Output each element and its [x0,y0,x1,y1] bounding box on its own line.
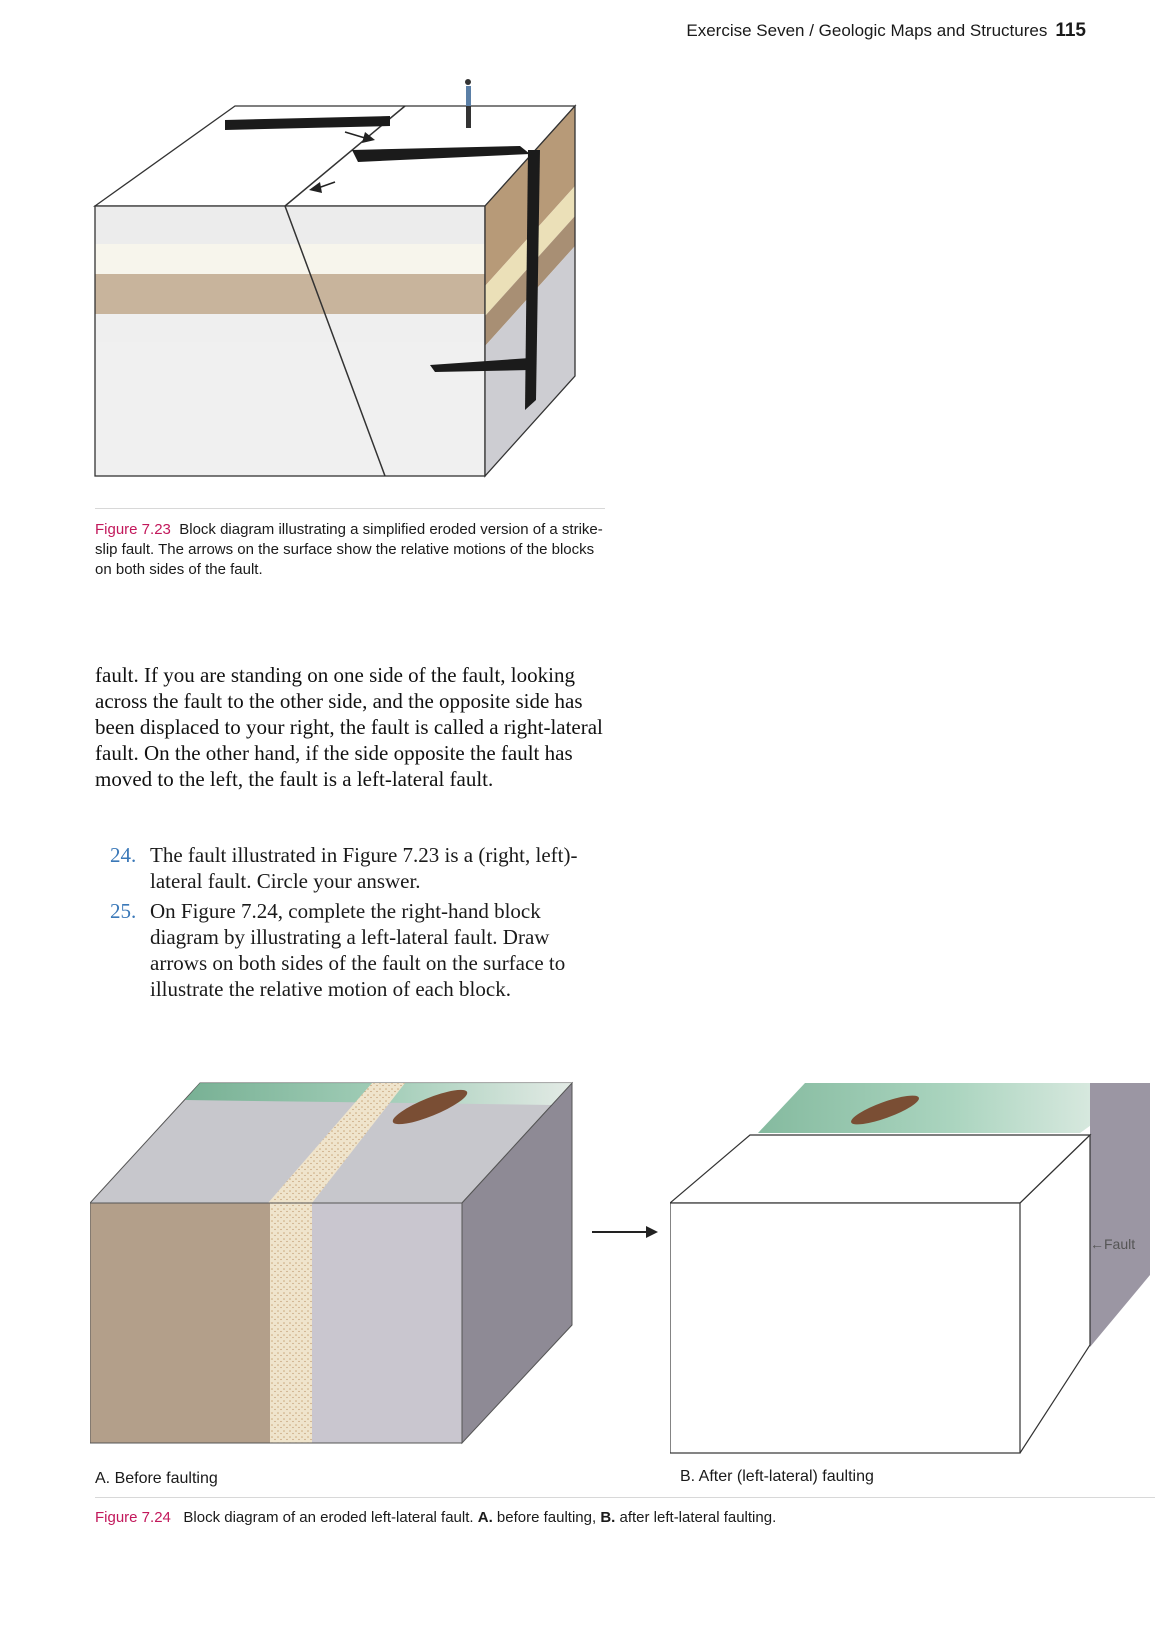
question-24-text: The fault illustrated in Figure 7.23 is a (right, left)-lateral fault. Circle your answer. [150,843,578,893]
figure-7-24-panel-b [670,1075,1150,1465]
panel-a-label: A. Before faulting [95,1470,218,1487]
block-b-top [670,1135,1090,1203]
question-25-number: 25. [110,899,137,923]
question-25-text: On Figure 7.24, complete the right-hand block diagram by illustrating a left-lateral fault. Draw arrows on both sides of the fault on the surface to illustrate the relative motion of each block. [150,899,566,1001]
block-b-front [670,1203,1020,1453]
figure-7-24-b-text: after left-lateral faulting. [619,1509,777,1526]
body-paragraph: fault. If you are standing on one side of the fault, looking across the fault to the other side, and the opposite side has been displaced to your right, the fault is called a right-lateral fault. On the other hand, if the side opposite the fault has moved to the left, the fault is a left-lateral fault. [95,663,603,791]
question-25 [110,898,600,1002]
figure-7-23-number: Figure 7.23 [95,521,171,538]
running-title: Exercise Seven / Geologic Maps and Structures [686,21,1048,40]
figure-7-23-diagram [90,70,610,510]
fault-label-text: Fault [1104,1236,1136,1252]
figure-7-24-b-letter: B. [600,1509,616,1526]
transition-arrow-icon [590,1222,660,1242]
figure-7-24-caption [95,1508,1155,1528]
figure-7-24-number: Figure 7.24 [95,1509,171,1526]
figure-7-24-panel-a [90,1075,590,1465]
page-number: 115 [1055,20,1086,41]
figure-7-23-caption-text: Block diagram illustrating a simplified eroded version of a strike-slip fault. The arrows on the surface show the relative motions of the blocks on both sides of the fault. [95,521,603,578]
figure-7-24-caption-prefix: Block diagram of an eroded left-lateral fault. [183,1509,474,1526]
figure-7-23-caption [95,520,605,580]
figure-7-23-rule [95,508,605,509]
fault-label [1090,1236,1135,1252]
panel-b-label: B. After (left-lateral) faulting [680,1468,874,1485]
question-24 [110,842,600,894]
block-b-side [1090,1083,1150,1347]
figure-7-24-rule [95,1497,1155,1498]
figure-7-24-a-text: before faulting, [496,1509,597,1526]
question-24-number: 24. [110,843,137,867]
running-header [686,20,1086,42]
figure-7-24-a-letter: A. [477,1509,493,1526]
fault-pointer-icon: ← [1090,1236,1104,1252]
